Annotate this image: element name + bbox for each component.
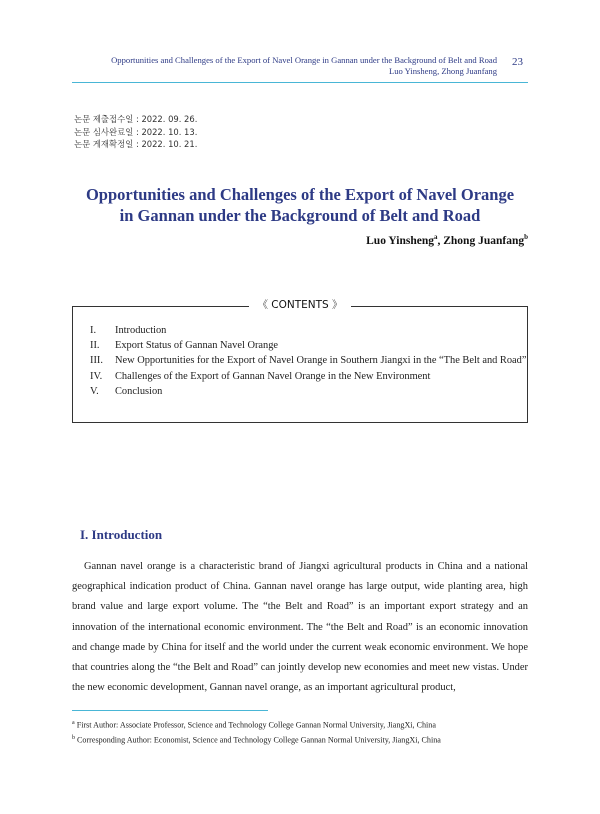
toc-item-text: Introduction: [115, 325, 167, 336]
body-paragraph: Gannan navel orange is a characteristic brand of Jiangxi agricultural products in China and a national geographical indication product of China. Gannan navel orange has large output, wide planting area, high brand value and large export volume. The “the Belt and Road” is an important export strategy and an innovation of the international economic environment. The “the Belt and Road” is an economic innovation and change made by China for itself and the world under the current weak economic environment. We hope that countries along the “the Belt and Road” can jointly develop new economies and meet new vistas. Under the new economic development, Gannan navel orange, as an important agricultural product,: [72, 561, 528, 694]
footnote-text: Corresponding Author: Economist, Science and Technology College Gannan Normal University, JiangXi, China: [75, 735, 441, 745]
running-head-authors: Luo Yinsheng, Zhong Juanfang: [388, 66, 497, 76]
contents-heading-text: 《 CONTENTS 》: [249, 298, 350, 312]
toc-item: [90, 323, 530, 338]
toc-item: [90, 353, 530, 368]
toc-item: [90, 384, 530, 399]
running-head: [80, 55, 497, 77]
footnote-mark: b: [72, 734, 75, 741]
toc-item-number: IV.: [90, 370, 103, 382]
footnote-first-author: [72, 717, 528, 732]
paper-title-line-1: Opportunities and Challenges of the Export of Navel Orange: [85, 185, 515, 204]
footnote-text: First Author: Associate Professor, Science and Technology College Gannan Normal University, JiangXi, China: [74, 720, 436, 730]
footnote-corresponding-author: [72, 732, 528, 747]
toc-item-number: III.: [90, 355, 103, 367]
table-of-contents: [90, 323, 530, 399]
contents-heading: [0, 298, 600, 312]
toc-item-text: New Opportunities for the Export of Navel Orange in Southern Jiangxi in the “The Belt and Road”: [115, 355, 527, 367]
date-accepted: 논문 게재확정일 : 2022. 10. 21.: [74, 139, 198, 149]
author-first: Luo Yinsheng: [366, 234, 434, 247]
toc-item-text: Export Status of Gannan Navel Orange: [115, 340, 279, 352]
toc-item-number: II.: [90, 340, 100, 352]
running-head-title: Opportunities and Challenges of the Export of Navel Orange in Gannan under the Background of Belt and Road: [111, 55, 497, 65]
toc-item-text: Conclusion: [115, 385, 163, 397]
date-reviewed: 논문 심사완료일 : 2022. 10. 13.: [74, 126, 198, 137]
toc-item-number: I.: [90, 325, 97, 336]
footnote-mark: a: [72, 720, 75, 726]
footnotes: [72, 717, 528, 746]
section-heading: I. Introduction: [80, 527, 163, 542]
author-line: [72, 233, 528, 247]
header-divider: [72, 82, 528, 83]
date-submitted: 논문 제출접수일 : 2022. 09. 26.: [74, 114, 198, 124]
paper-title-line-2: in Gannan under the Background of Belt and Road: [119, 206, 481, 225]
submission-dates: [74, 113, 197, 151]
paper-title: [72, 184, 528, 226]
toc-item: [90, 338, 530, 353]
author-second-mark: b: [524, 233, 528, 241]
toc-item-number: V.: [90, 385, 99, 397]
toc-item-text: Challenges of the Export of Gannan Navel Orange in the New Environment: [115, 370, 431, 382]
author-second: Zhong Juanfang: [443, 234, 525, 247]
toc-item: [90, 369, 530, 384]
author-first-mark: a: [433, 233, 438, 241]
author-separator: ,: [437, 234, 444, 247]
footnote-divider: [72, 710, 268, 711]
page-number: 23: [512, 56, 523, 68]
